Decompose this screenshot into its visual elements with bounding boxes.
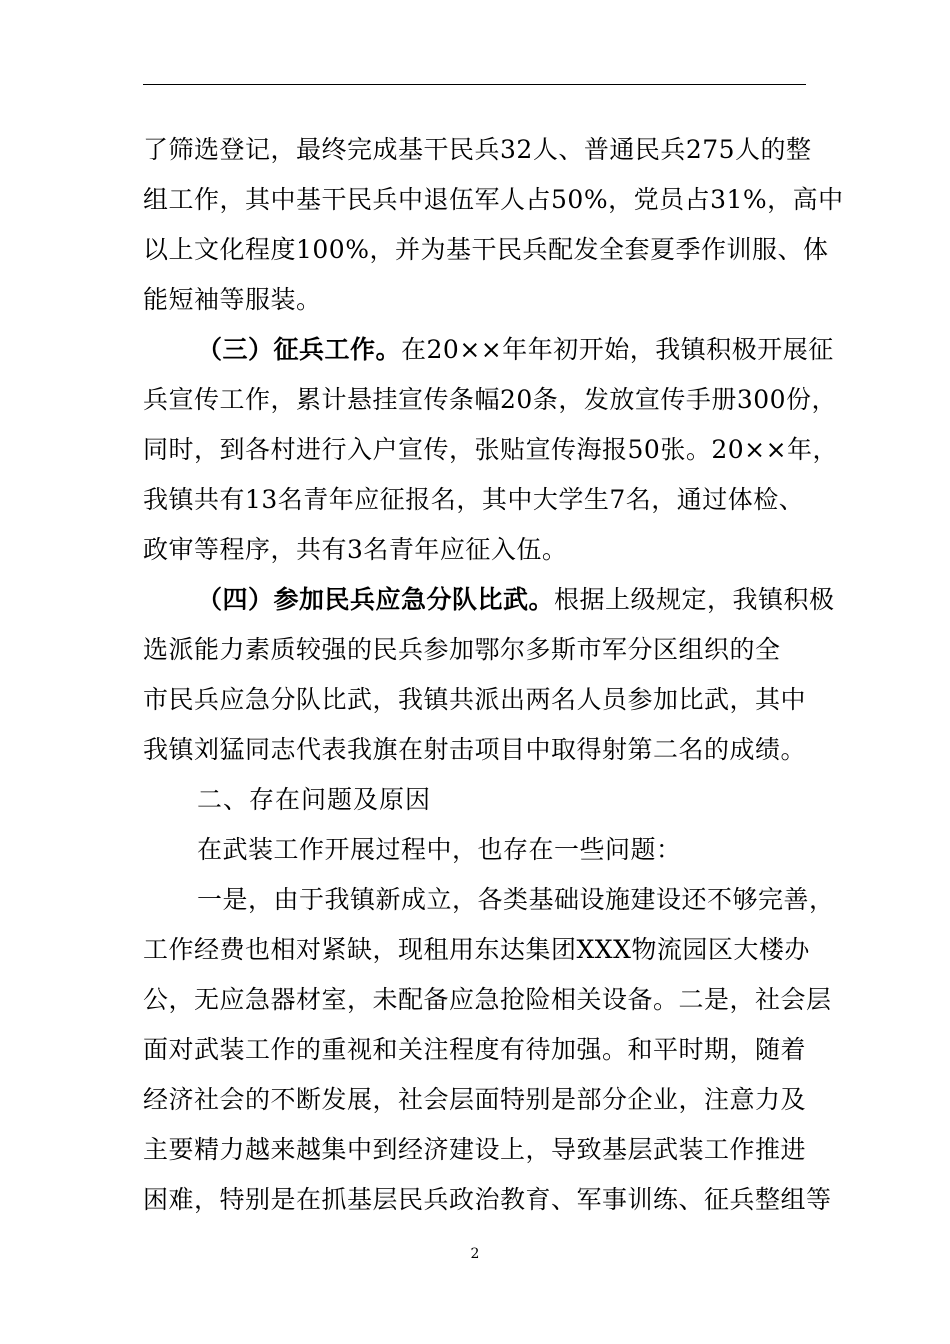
text-line: 面对武装工作的重视和关注程度有待加强。和平时期，随着 — [143, 1035, 807, 1064]
text-line: 在武装工作开展过程中，也存在一些问题： — [197, 835, 682, 864]
text-line: 困难，特别是在抓基层民兵政治教育、军事训练、征兵整组等 — [143, 1185, 832, 1214]
section-heading: 二、存在问题及原因 — [197, 785, 432, 814]
header-rule — [143, 84, 806, 85]
page-number: 2 — [470, 1246, 480, 1262]
text-line: 组工作，其中基干民兵中退伍军人占50%，党员占31%，高中 — [143, 185, 844, 214]
section-lead-bold: （四）参加民兵应急分队比武。 — [197, 585, 555, 614]
text-span: 根据上级规定，我镇积极 — [554, 585, 835, 614]
text-line: 政审等程序，共有3名青年应征入伍。 — [143, 535, 568, 564]
text-line: 工作经费也相对紧缺，现租用东达集团XXX物流园区大楼办 — [143, 935, 810, 964]
text-line: 选派能力素质较强的民兵参加鄂尔多斯市军分区组织的全 — [143, 635, 781, 664]
text-line — [197, 580, 835, 620]
text-line — [197, 330, 834, 370]
section-lead-bold: （三）征兵工作。 — [197, 335, 402, 364]
text-line: 了筛选登记，最终完成基干民兵32人、普通民兵275人的整 — [143, 135, 812, 164]
text-line: 兵宣传工作，累计悬挂宣传条幅20条，发放宣传手册300份， — [143, 385, 838, 414]
text-line: 经济社会的不断发展，社会层面特别是部分企业，注意力及 — [143, 1085, 807, 1114]
text-line: 我镇共有13名青年应征报名，其中大学生7名，通过体检、 — [143, 485, 805, 514]
text-line: 市民兵应急分队比武，我镇共派出两名人员参加比武，其中 — [143, 685, 807, 714]
text-line: 主要精力越来越集中到经济建设上，导致基层武装工作推进 — [143, 1135, 807, 1164]
text-line: 公，无应急器材室，未配备应急抢险相关设备。二是，社会层 — [143, 985, 832, 1014]
text-line: 我镇刘猛同志代表我旗在射击项目中取得射第二名的成绩。 — [143, 735, 807, 764]
text-span: 在20××年年初开始，我镇积极开展征 — [401, 335, 834, 364]
text-line: 一是，由于我镇新成立，各类基础设施建设还不够完善， — [197, 885, 835, 914]
text-line: 能短袖等服装。 — [143, 285, 322, 314]
text-line: 同时，到各村进行入户宣传，张贴宣传海报50张。20××年， — [143, 435, 839, 464]
text-line: 以上文化程度100%，并为基干民兵配发全套夏季作训服、体 — [143, 235, 829, 264]
